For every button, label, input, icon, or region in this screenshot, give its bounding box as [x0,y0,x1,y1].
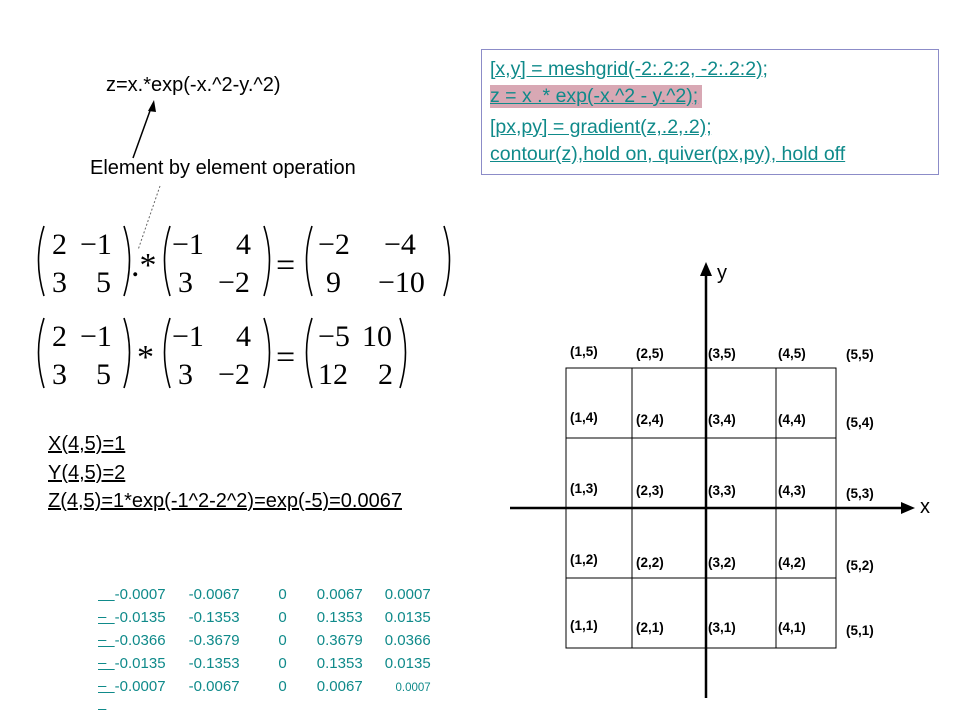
m2-a-21: 3 [52,358,67,391]
m1-c-22: −10 [378,266,425,299]
grid-label: (3,3) [708,483,736,498]
grid-label: (2,4) [636,412,664,427]
table-cell: 0 [278,655,287,672]
m1-a-22: 5 [96,266,111,299]
grid-label: (3,2) [708,555,736,570]
grid-label: (3,5) [708,346,736,361]
table-cell: -0.1353 [188,609,240,626]
equation-x: X(4,5)=1 [48,433,126,455]
m2-b-21: 3 [178,358,193,391]
table-cell: -0.0135 [114,609,166,626]
table-cell: -0.1353 [188,655,240,672]
table-cell: -0.0135 [114,655,166,672]
grid-label: (1,5) [570,344,598,359]
code-line-contour[interactable]: contour(z),hold on, quiver(px,py), hold off [490,143,846,165]
grid-label: (2,1) [636,620,664,635]
table-cell: -0.0007 [114,678,166,695]
grid-label: (2,2) [636,555,664,570]
grid-label: (5,4) [846,415,874,430]
table-cell: 0 [278,609,287,626]
table-cell: 0.1353 [316,609,363,626]
x-axis-label: x [920,496,930,518]
m1-a-12: −1 [80,228,112,261]
grid-label: (4,5) [778,346,806,361]
grid-label: (5,1) [846,623,874,638]
grid-label: (3,4) [708,412,736,427]
table-cell: 0.0067 [316,586,363,603]
m1-b-11: −1 [172,228,204,261]
table-cell: 0.0007 [384,586,431,603]
element-operation-label: Element by element operation [90,157,356,179]
table-cell: -0.3679 [188,632,240,649]
grid-label: (5,2) [846,558,874,573]
code-line-meshgrid[interactable]: [x,y] = meshgrid(-2:.2:2, -2:.2:2); [490,58,768,80]
table-cell: 0 [278,586,287,603]
table-cell: 0.1353 [316,655,363,672]
m1-b-12: 4 [236,228,251,261]
grid-label: (1,2) [570,552,598,567]
m1-b-22: −2 [218,266,250,299]
y-axis-arrow [700,262,712,276]
m2-c-21: 12 [318,358,348,391]
table-cell: 0.0135 [384,609,431,626]
m2-c-11: −5 [318,320,350,353]
m2-a-11: 2 [52,320,67,353]
m2-operator: * [137,339,154,376]
table-cell: 0 [278,678,287,695]
m1-c-11: −2 [318,228,350,261]
grid-label: (4,3) [778,483,806,498]
equation-z: Z(4,5)=1*exp(-1^2-2^2)=exp(-5)=0.0067 [48,490,402,512]
grid-label: (1,1) [570,618,598,633]
code-line-z-formula[interactable]: z = x .* exp(-x.^2 - y.^2); [490,85,702,108]
m1-b-21: 3 [178,266,193,299]
table-cell: 0.3679 [316,632,363,649]
grid-label: (1,4) [570,410,598,425]
grid-label: (4,2) [778,555,806,570]
m1-c-12: −4 [384,228,416,261]
formula-text: z=x.*exp(-x.^2-y.^2) [106,74,281,96]
table-cell: -0.0067 [188,678,240,695]
table-cell: 0.0366 [384,632,431,649]
m2-c-12: 10 [362,320,392,353]
m2-b-22: −2 [218,358,250,391]
table-cell: 0.0067 [316,678,363,695]
x-axis-arrow [901,502,915,514]
m1-a-11: 2 [52,228,67,261]
grid-label: (5,5) [846,347,874,362]
m1-equals: = [276,247,296,284]
code-line-gradient[interactable]: [px,py] = gradient(z,.2,.2); [490,116,712,138]
table-cell: 0 [278,632,287,649]
m2-b-11: −1 [172,320,204,353]
m2-c-22: 2 [378,358,393,391]
m1-operator: .* [131,247,157,284]
grid-label: (2,5) [636,346,664,361]
m2-equals: = [276,339,296,376]
m1-a-21: 3 [52,266,67,299]
table-cell: -0.0366 [114,632,166,649]
table-cell: -0.0067 [188,586,240,603]
y-axis-label: y [717,262,727,284]
m1-c-21: 9 [326,266,341,299]
equation-y: Y(4,5)=2 [48,462,126,484]
m2-a-22: 5 [96,358,111,391]
grid-label: (2,3) [636,483,664,498]
grid-label: (5,3) [846,486,874,501]
m2-b-12: 4 [236,320,251,353]
grid-label: (1,3) [570,481,598,496]
table-cell: 0.0007 [395,682,431,694]
grid-label: (4,1) [778,620,806,635]
m2-a-12: −1 [80,320,112,353]
table-cell: -0.0007 [114,586,166,603]
grid-label: (3,1) [708,620,736,635]
table-cell: 0.0135 [384,655,431,672]
grid-label: (4,4) [778,412,806,427]
